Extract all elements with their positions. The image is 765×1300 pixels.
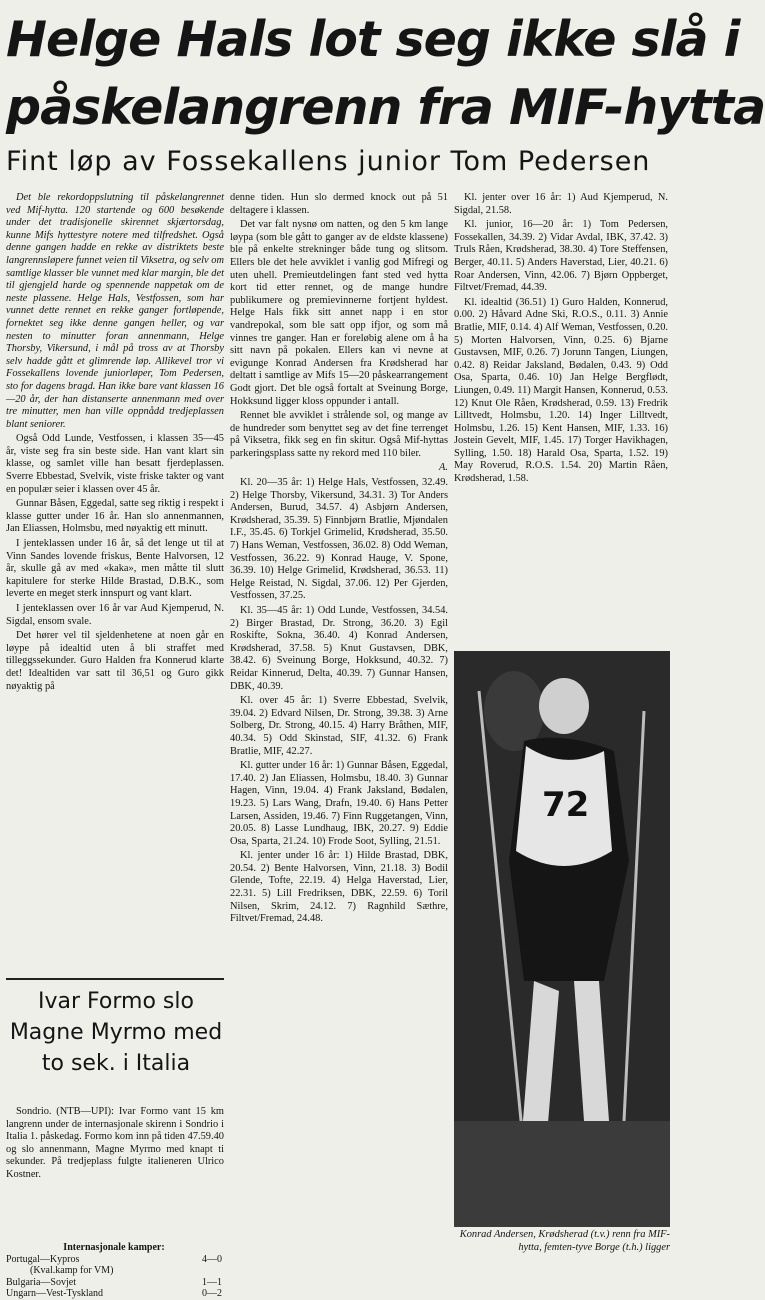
match-note: (Kval.kamp for VM) bbox=[30, 1265, 114, 1276]
results-class: Kl. gutter under 16 år: 1) Gunnar Båsen, Eggedal, 17.40. 2) Jan Eliassen, Holmsbu, 18.40. 3) Gunnar Hagen, Vinn, 19.04. 4) Frank Jaksland, Bødalen, 19.23. 5) Lars Wang, Drafn, 19.40. 6) Hans Petter Larsen, Assiden, 19.46. 7) Finn Ruggetangen, Vinn, 20.05. 8) Lasse Lundhaug, IBK, 20.27. 9) Eddie Osa, Sparta, 21.24. 10) Frode Soot, Sylling, 21.51. bbox=[230, 760, 448, 847]
article-column-3 bbox=[454, 192, 668, 486]
article-paragraph: Også Odd Lunde, Vestfossen, i klassen 35—45 år, viste seg fra sin beste side. Han vant klart sin klasse, og samlet ville han besatt fjerdeplassen. Sverre Ebbestad, Svelvik, viste friske takter og vant en populær seier i klassen over 45 år. bbox=[6, 433, 224, 495]
results-class: Kl. junior, 16—20 år: 1) Tom Pedersen, Fossekallen, 34.39. 2) Vidar Avdal, IBK, 37.42. 3) Truls Råen, Krødsherad, 38.30. 4) Tore Steffensen, Berger, 40.11. 5) Anders Haverstad, Lier, 40.21. 6) Roar Andersen, Vinn, 42.06. 7) Bjørn Oppberget, Filtvet/Fremad, 44.39. bbox=[454, 219, 668, 294]
sidebar-headline: Ivar Formo slo Magne Myrmo med to sek. i Italia bbox=[9, 989, 223, 1076]
match-row bbox=[6, 1254, 222, 1266]
article-paragraph: denne tiden. Hun slo dermed knock out på 51 deltagere i klassen. bbox=[230, 192, 448, 216]
author-signature: A. bbox=[439, 462, 448, 474]
article-paragraph: Det hører vel til sjeldenhetene at noen går en løype på idealtid uten å bli straffet med tilleggssekunder. Guro Halden fra Konnerud klarte det! Idealtiden var satt til 36,51 og Guro gikk nøyaktig på bbox=[6, 630, 224, 692]
sidebar-article bbox=[6, 1106, 224, 1182]
article-lead: Det ble rekordoppslutning til påskelangrennet ved Mif-hytta. 120 startende og 600 besøkende under det tradisjonelle skirennet skjærtorsdag, kunne Mifs hyttestyre notere med tilfredshet. Også denne gangen hadde en rekke av distriktets beste langrennsløpere funnet veien til Viksetra, og selv om samtlige klasser ble vunnet med klar margin, ble det til gjengjeld harde og spennende nappetak om de neste plassene. Helge Hals, Vestfossen, som har vunnet dette rennet en rekke ganger fortløpende, fornektet seg ikke denne gangen heller, og var nesten to minutter foran annenmann, Helge Thorsby, Vikersund, i mål på tross av at Thorsby selv hadde gått et glimrende løp. Allikevel tror vi Fossekallens lovende juniorløper, Tom Pedersen, sto for dagens bragd. Han ikke bare vant klassen 16—20 år, der han distanserte annenmann med over tre minutter, men han ville oppnådd tredjeplassen blant seniorer. bbox=[6, 192, 224, 430]
bib-number: 72 bbox=[542, 785, 590, 825]
skier-photo bbox=[454, 651, 670, 1227]
skier-illustration bbox=[454, 651, 670, 1227]
results-class: Kl. over 45 år: 1) Sverre Ebbestad, Svelvik, 39.04. 2) Edvard Nilsen, Dr. Strong, 39.38. 3) Arne Solberg, Dr. Strong, 40.15. 4) Harry Bråthen, MIF, 40.34. 5) Odd Skinstad, SIF, 41.32. 6) Frank Bratlie, MIF, 42.27. bbox=[230, 695, 448, 757]
match-score: 4—0 bbox=[202, 1253, 222, 1265]
results-class: Kl. idealtid (36.51) 1) Guro Halden, Konnerud, 0.00. 2) Håvard Adne Ski, R.O.S., 0.11. 3) Annie Bratlie, MIF, 0.14. 4) Alf Weman, Vestfossen, 0.20. 5) Morten Halvorsen, Vinn, 0.25. 6) Bjarne Gustavsen, MIF, 0.26. 7) Jorunn Tangen, Liungen, 0.42. 8) Reidar Jaksland, Bødalen, 0.43. 9) Odd Osa, Sparta, 0.46. 10) Jan Helge Bergflødt, Liungen, 0.49. 11) Margit Hansen, Konnerud, 0.53. 12) Knut Ole Råen, Krødsherad, 0.59. 13) Fredrik Lilltvedt, Holmsbu, 1.20. 14) Inger Lilltvedt, Holmsbu, 1.26. 15) Kent Hansen, MIF, 1.33. 16) Jostein Gevelt, MIF, 1.45. 17) Torger Havikhagen, Sylling, 1.50. 18) Harald Osa, Sparta, 1.52. 19) May Roverud, R.O.S. 1.54. 20) Martin Råen, Krødsherad, 1.58. bbox=[454, 296, 668, 485]
article-column-1 bbox=[6, 192, 224, 693]
match-score: 0—2 bbox=[202, 1288, 222, 1299]
photo-caption: Konrad Andersen, Krødsherad (t.v.) renn fra MIF-hytta, femten-tyve Borge (t.h.) ligger bbox=[459, 1229, 670, 1253]
international-matches bbox=[6, 1242, 222, 1300]
section-divider bbox=[6, 978, 224, 980]
results-class: Kl. jenter under 16 år: 1) Hilde Brastad, DBK, 20.54. 2) Bente Halvorsen, Vinn, 21.18. 3) Bodil Glende, Tofte, 22.19. 4) Helga Haverstad, Lier, 22.31. 5) Lill Fredriksen, DBK, 22.59. 6) Toril Nilsen, Skrim, 24.12. 7) Ragnhild Sæthre, Filtvet/Fremad, 24.48. bbox=[230, 850, 448, 925]
headline-line-2: påskelangrenn fra MIF-hytta bbox=[6, 79, 765, 136]
matches-heading: Internasjonale kamper: bbox=[63, 1242, 165, 1253]
headline-line-1: Helge Hals lot seg ikke slå i bbox=[6, 11, 740, 68]
match-teams: Bulgaria—Sovjet bbox=[6, 1276, 76, 1288]
subheadline: Fint løp av Fossekallens junior Tom Pedersen bbox=[6, 146, 651, 177]
match-row bbox=[6, 1277, 222, 1289]
article-paragraph: I jenteklassen under 16 år, så det lenge ut til at Vinn Sandes lovende friskus, Bente Halvorsen, 12 år, skulle gå av med «kaka», men måtte til slutt kapitulere for sterke Hilde Brastad, D.B.K., som leverte en meget sterk innspurt og vant klart. bbox=[6, 538, 224, 600]
results-class: Kl. 20—35 år: 1) Helge Hals, Vestfossen, 32.49. 2) Helge Thorsby, Vikersund, 34.31. 3) Tor Anders Andersen, Burud, 34.57. 4) Asbjørn Andersen, Krødsherad, 35.39. 5) Finnbjørn Bratlie, Mjøndalen I.F., 35.45. 6) Torkjel Grimelid, Krødsherad, 35.50. 7) Hans Weman, Vestfossen, 36.02. 8) Odd Weman, Vestfossen, 36.22. 9) Konrad Hauge, V. Spone, 36.39. 10) Helge Grimelid, Krødsherad, 36.53. 11) Helge Reistad, N. Sigdal, 37.06. 12) Per Gjerden, Vestfossen, 37.25. bbox=[230, 477, 448, 602]
results-class: Kl. 35—45 år: 1) Odd Lunde, Vestfossen, 34.54. 2) Birger Brastad, Dr. Strong, 36.20. 3) Egil Roskifte, Sokna, 36.40. 4) Konrad Andersen, Krødsherad, 37.58. 5) Knut Gustavsen, DBK, 38.42. 6) Sveinung Borge, Hokksund, 40.32. 7) Reidar Kinnerud, Delta, 40.39. 7) Gunnar Hansen, DBK, 40.39. bbox=[230, 605, 448, 692]
article-paragraph: Det var falt nysnø om natten, og den 5 km lange løypa (som ble gått to ganger av de eldste klassene) ble på enkelte strekninger både tung og slitsom. Ellers ble det hele avviklet i vanlig god Mifregi og uten uhell. Premieutdelingen fant sted ved hytta kort tid etter rennet, og de mange hundre publikumere og premievinnerne fortjent hyldest. Helge Hals fikk sitt annet napp i en stor vandrepokal, som ble satt opp ifjor, og som må vinnes tre ganger. Han er foreløbig alene om å ha sitt navn på pokalen. Ellers kan vi nevne at evigunge Konrad Andersen fra Krødsherad har deltatt i samtlige av Mifs 15—20 påskearrangement Godt gjort. Det ble også fortalt at Sveinung Borge, Hokksund ligger kloss oppunder i antall. bbox=[230, 219, 448, 407]
headline bbox=[0, 0, 765, 152]
sidebar-paragraph: Sondrio. (NTB—UPI): Ivar Formo vant 15 km langrenn under de internasjonale skirenn i Sondrio i Italia 1. påskedag. Formo kom inn på tiden 47.59.40 og slo annenmann, Magne Myrmo med knapt ti sekunder. På tredjeplass fulgte italieneren Ulrico Kostner. bbox=[6, 1106, 224, 1180]
match-row bbox=[6, 1265, 222, 1277]
match-score: 1—1 bbox=[202, 1276, 222, 1288]
match-teams: Portugal—Kypros bbox=[6, 1253, 80, 1265]
match-row bbox=[6, 1288, 222, 1300]
article-paragraph: I jenteklassen over 16 år var Aud Kjemperud, N. Sigdal, ensom svale. bbox=[6, 603, 224, 627]
match-teams: Ungarn—Vest-Tyskland bbox=[6, 1288, 104, 1299]
results-class: Kl. jenter over 16 år: 1) Aud Kjemperud, N. Sigdal, 21.58. bbox=[454, 192, 668, 216]
article-paragraph: Rennet ble avviklet i strålende sol, og mange av de hundreder som benyttet seg av det fine terrenget på Viksetra, fikk seg en fin skitur. Også Mif-hyttas parkeringsplass satte ny rekord med 110 biler. bbox=[230, 410, 448, 459]
article-column-2 bbox=[230, 192, 448, 926]
article-paragraph: Gunnar Båsen, Eggedal, satte seg riktig i respekt i klasse gutter under 16 år. Han slo annenmannen, Jan Eliassen, Holmsbu, med nøyaktig ett minutt. bbox=[6, 498, 224, 535]
